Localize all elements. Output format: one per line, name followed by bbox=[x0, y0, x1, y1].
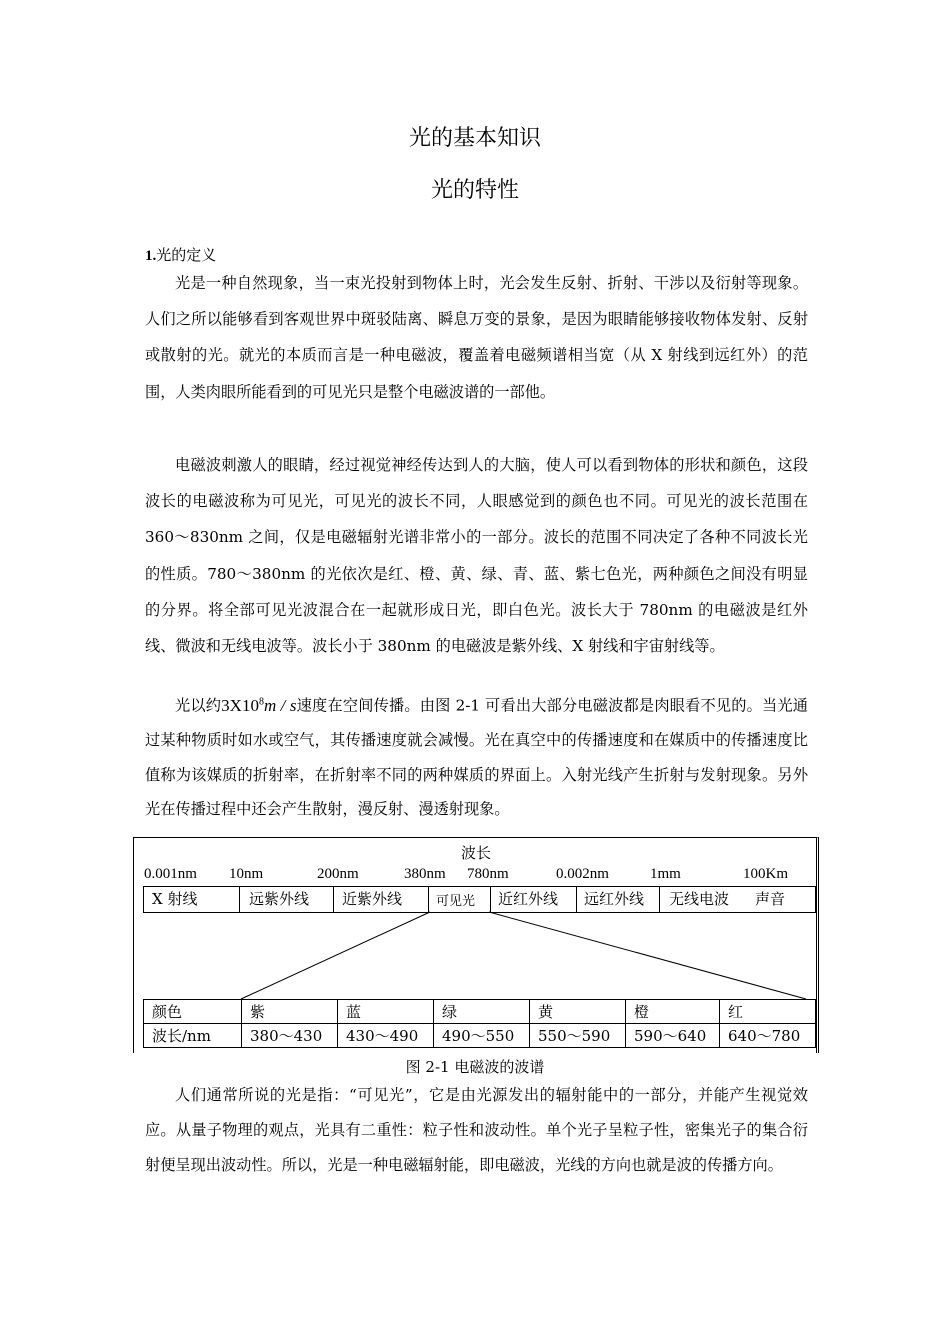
scale-label-5: 0.002nm bbox=[556, 866, 609, 882]
scale-label-3: 380nm bbox=[404, 866, 446, 882]
table-cell: 红 bbox=[720, 1000, 816, 1024]
scale-label-4: 780nm bbox=[467, 866, 509, 882]
formula-exponent: 8 bbox=[258, 696, 264, 707]
band-visible: 可见光 bbox=[436, 894, 476, 909]
scale-label-2: 200nm bbox=[317, 866, 359, 882]
band-far-ir: 远红外线 bbox=[584, 890, 645, 908]
scale-label-1: 10nm bbox=[229, 866, 264, 882]
scale-label-6: 1mm bbox=[650, 866, 681, 882]
band-radio: 无线电波 bbox=[669, 890, 730, 908]
table-cell: 550～590 bbox=[530, 1024, 626, 1048]
formula-base: 3X10 bbox=[221, 695, 259, 715]
table-cell: 490～550 bbox=[434, 1024, 530, 1048]
formula-unit: m / s bbox=[263, 695, 297, 715]
band-x-ray: X 射线 bbox=[152, 890, 198, 908]
table-cell: 430～490 bbox=[338, 1024, 434, 1048]
table-cell: 橙 bbox=[626, 1000, 720, 1024]
table-cell: 紫 bbox=[242, 1000, 338, 1024]
paragraph-closing: 人们通常所说的光是指：“可见光”，它是由光源发出的辐射能中的一部分，并能产生视觉效应。从量子物理的观点，光具有二重性：粒子性和波动性。单个光子呈粒子性，密集光子的集合衍射便呈现出波动性。所以，光是一种电磁辐射能，即电磁波，光线的方向也就是波的传播方向。 bbox=[145, 1086, 808, 1174]
figure-caption: 图 2-1 电磁波的波谱 bbox=[405, 1058, 545, 1076]
paragraph-definition: 光是一种自然现象，当一束光投射到物体上时，光会发生反射、折射、干涉以及衍射等现象。人们之所以能够看到客观世界中斑驳陆离、瞬息万变的景象，是因为眼睛能够接收物体发射、反射或散射的光。就光的本质而言是一种电磁波，覆盖着电磁频谱相当宽（从 X 射线到远红外）的范围，人类肉眼所能看到的可见光只是整个电磁波谱的一部他。 bbox=[145, 274, 808, 401]
band-sound: 声音 bbox=[755, 890, 786, 908]
table-cell: 590～640 bbox=[626, 1024, 720, 1048]
table-cell: 蓝 bbox=[338, 1000, 434, 1024]
band-near-ir: 近红外线 bbox=[498, 890, 559, 908]
page-title: 光的基本知识 bbox=[408, 126, 541, 151]
scale-label-0: 0.001nm bbox=[144, 866, 197, 882]
band-far-uv: 远紫外线 bbox=[249, 890, 310, 908]
table-cell: 黄 bbox=[530, 1000, 626, 1024]
table-row bbox=[144, 1000, 816, 1024]
table-cell: 颜色 bbox=[144, 1000, 242, 1024]
band-near-uv: 近紫外线 bbox=[342, 890, 403, 908]
wavelength-label: 波长 bbox=[460, 844, 491, 862]
scale-label-7: 100Km bbox=[743, 866, 788, 882]
speed-text-after: 速度在空间传播。由图 2-1 可看出大部分电磁波都是肉眼看不见的。当光通过某种物质时如水或空气，其传播速度就会减慢。光在真空中的传播速度和在媒质中的传播速度比值称为该媒质的折射率，在折射率不同的两种媒质的界面上。入射光线产生折射与发射现象。另外光在传播过程中还会产生散射，漫反射、漫透射现象。 bbox=[145, 696, 808, 819]
table-cell: 绿 bbox=[434, 1000, 530, 1024]
speed-text-before: 光以约 bbox=[175, 696, 222, 715]
section-title: 光的定义 bbox=[156, 246, 217, 264]
table-row bbox=[144, 1024, 816, 1048]
page-subtitle: 光的特性 bbox=[430, 178, 519, 203]
paragraph-visible-light: 电磁波刺激人的眼睛，经过视觉神经传达到人的大脑，使人可以看到物体的形状和颜色，这段波长的电磁波称为可见光，可见光的波长不同，人眼感觉到的颜色也不同。可见光的波长范围在 360～830nm 之间，仅是电磁辐射光谱非常小的一部分。波长的范围不同决定了各种不同波长光的性质。780～380nm 的光依次是红、橙、黄、绿、青、蓝、紫七色光，两种颜色之间没有明显的分界。将全部可见光波混合在一起就形成日光，即白色光。波长大于 780nm 的电磁波是红外线、微波和无线电波等。波长小于 380nm 的电磁波是紫外线、X 射线和宇宙射线等。 bbox=[145, 456, 808, 656]
section-number: 1. bbox=[145, 248, 157, 264]
table-cell: 380～430 bbox=[242, 1024, 338, 1048]
color-wavelength-table bbox=[143, 999, 816, 1048]
table-cell: 640～780 bbox=[720, 1024, 816, 1048]
table-cell: 波长/nm bbox=[144, 1024, 242, 1048]
